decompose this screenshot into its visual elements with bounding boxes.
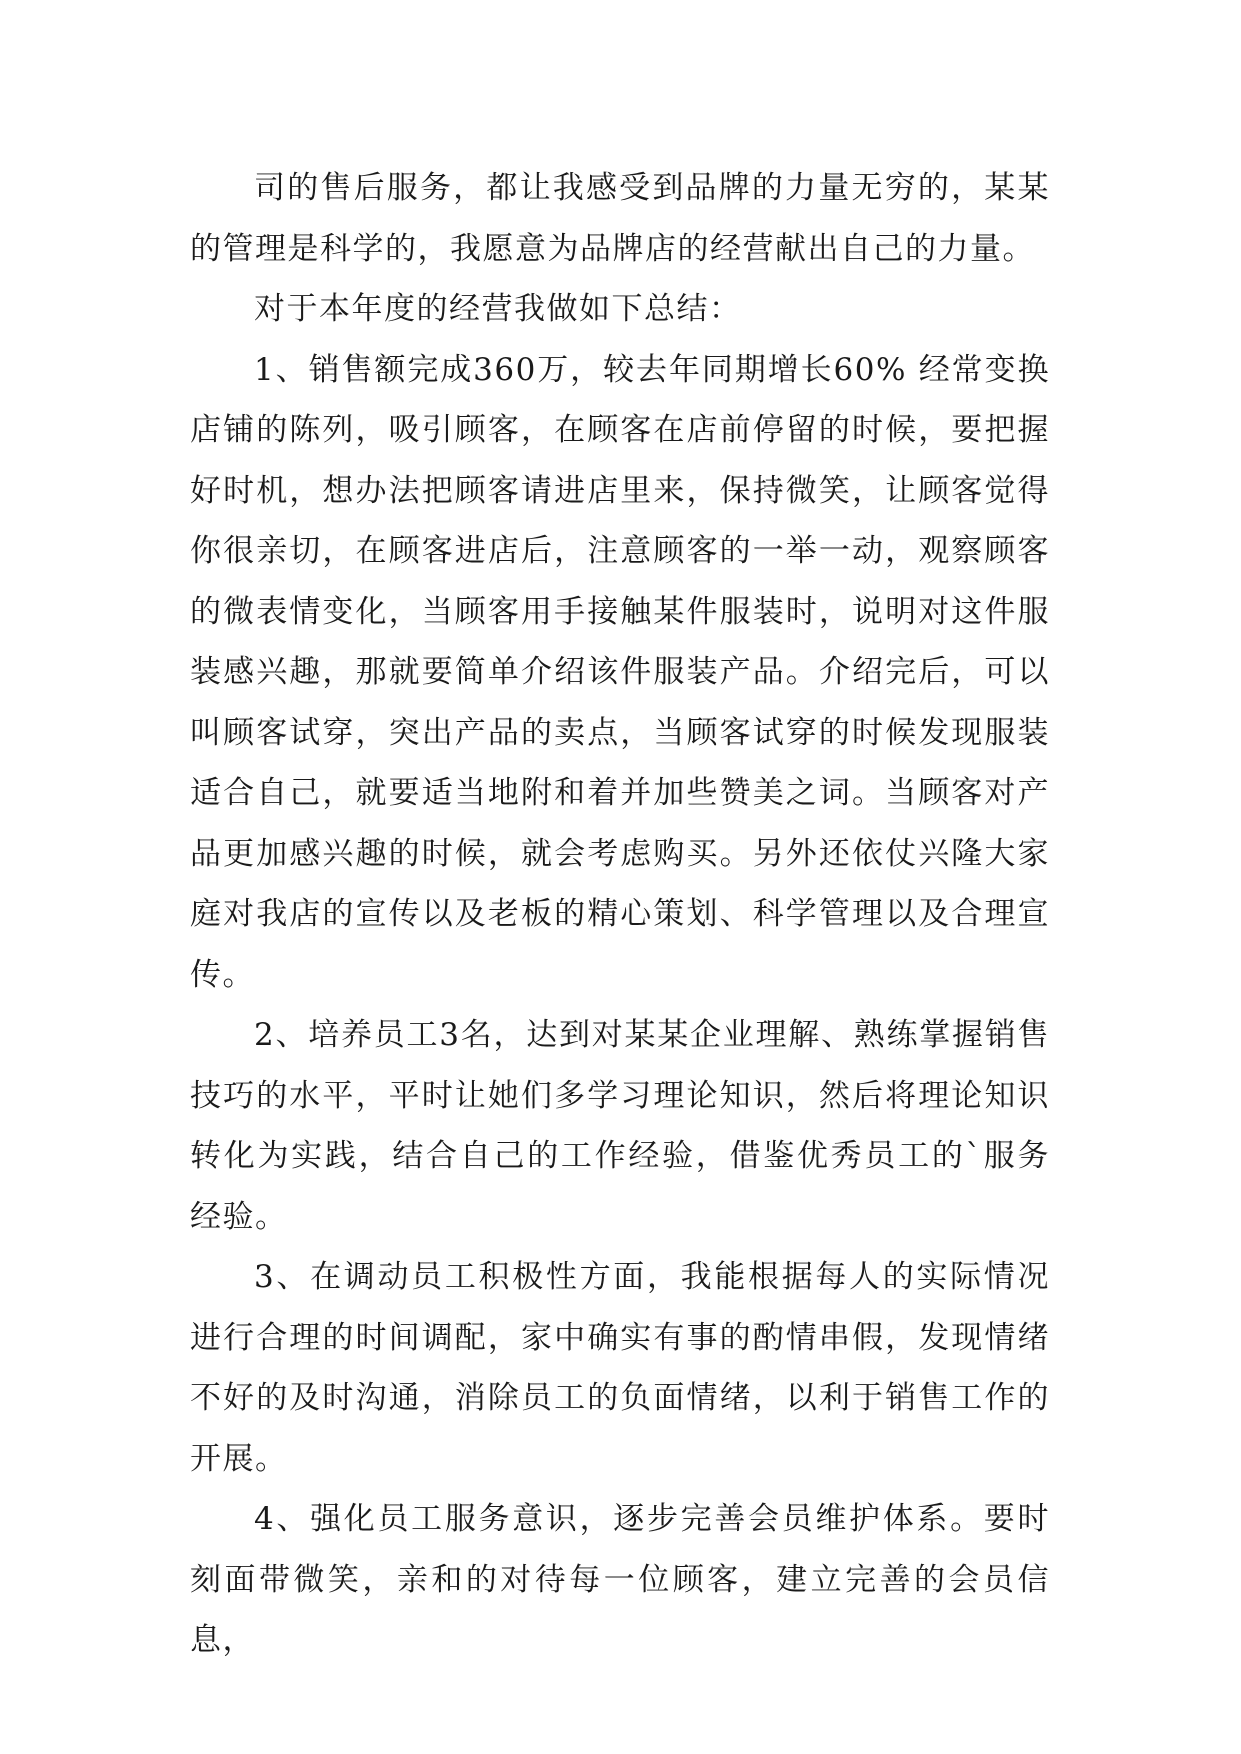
- paragraph-item-4-service: 4、强化员工服务意识，逐步完善会员维护体系。要时刻面带微笑，亲和的对待每一位顾客，建立完善的会员信息，: [190, 1501, 1050, 1658]
- paragraph-brand-service: 司的售后服务，都让我感受到品牌的力量无穷的，某某的管理是科学的，我愿意为品牌店的经营献出自己的力量。: [190, 170, 1050, 267]
- paragraph-item-3-motivation: 3、在调动员工积极性方面，我能根据每人的实际情况进行合理的时间调配，家中确实有事的酌情串假，发现情绪不好的及时沟通，消除员工的负面情绪，以利于销售工作的开展。: [190, 1259, 1050, 1477]
- paragraph-summary-intro: 对于本年度的经营我做如下总结：: [254, 291, 742, 327]
- paragraph-item-1-sales: 1、销售额完成360万，较去年同期增长60% 经常变换店铺的陈列，吸引顾客，在顾客在店前停留的时候，要把握好时机，想办法把顾客请进店里来，保持微笑，让顾客觉得你很亲切，在顾客进店后，注意顾客的一举一动，观察顾客的微表情变化，当顾客用手接触某件服装时，说明对这件服装感兴趣，那就要简单介绍该件服装产品。介绍完后，可以叫顾客试穿，突出产品的卖点，当顾客试穿的时候发现服装适合自己，就要适当地附和着并加些赞美之词。当顾客对产品更加感兴趣的时候，就会考虑购买。另外还依仗兴隆大家庭对我店的宣传以及老板的精心策划、科学管理以及合理宣传。: [190, 351, 1050, 993]
- paragraph-item-2-training: 2、培养员工3名，达到对某某企业理解、熟练掌握销售技巧的水平，平时让她们多学习理论知识，然后将理论知识转化为实践，结合自己的工作经验，借鉴优秀员工的`服务经验。: [190, 1017, 1050, 1235]
- body-text: [190, 158, 1050, 1671]
